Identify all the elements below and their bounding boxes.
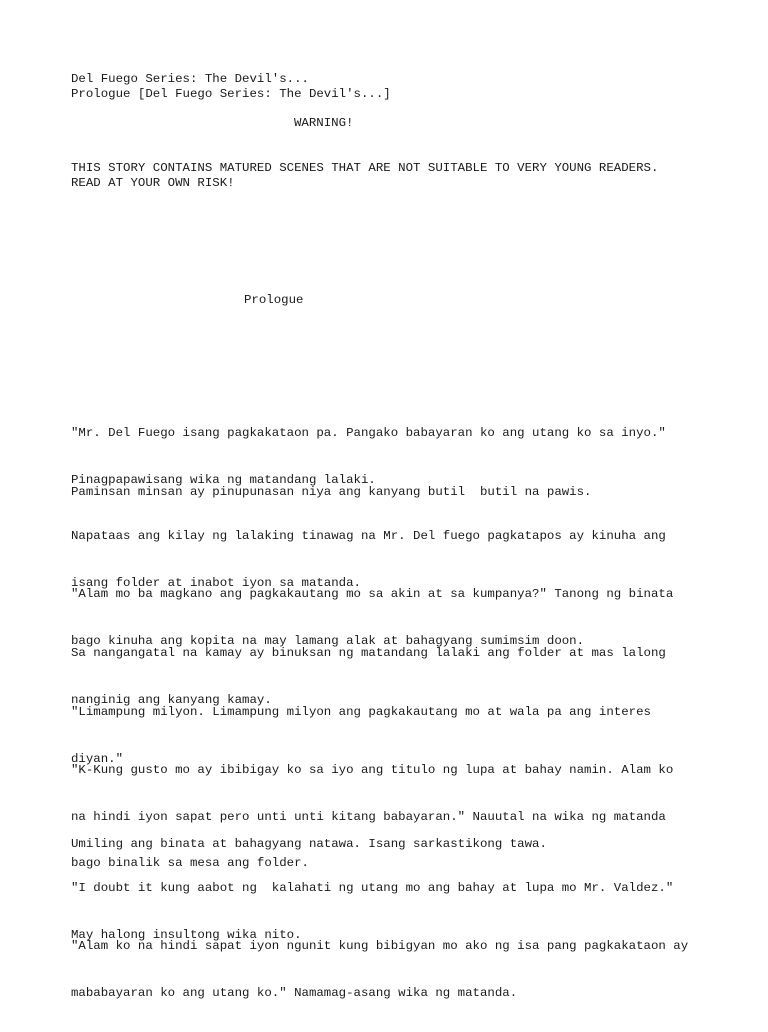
paragraph-line: "Limampung milyon. Limampung milyon ang pagkakautang mo at wala pa ang interes [71,705,651,719]
paragraph-line: Napataas ang kilay ng lalaking tinawag na Mr. Del fuego pagkatapos ay kinuha ang [71,529,666,543]
paragraph-line: mababayaran ko ang utang ko." Namamag-asang wika ng matanda. [71,985,518,1000]
paragraph-line: Sa nangangatal na kamay ay binuksan ng matandang lalaki ang folder at mas lalong [71,646,666,660]
warning-text-line: THIS STORY CONTAINS MATURED SCENES THAT ARE NOT SUITABLE TO VERY YOUNG READERS. [71,161,659,175]
paragraph-line: "Mr. Del Fuego isang pagkakataon pa. Pangako babayaran ko ang utang ko sa inyo." [71,426,666,440]
warning-heading: WARNING! [294,116,354,130]
paragraph-line: May halong insultong wika nito. [71,927,302,942]
paragraph-line: diyan." [71,751,124,766]
paragraph [71,908,711,1032]
chapter-title: Prologue [244,293,304,307]
paragraph-line: bago kinuha ang kopita na may lamang alak at bahagyang sumimsim doon. [71,633,585,648]
warning-text-line: READ AT YOUR OWN RISK! [71,176,235,190]
header-subtitle-line: Prologue [Del Fuego Series: The Devil's...] [71,87,391,101]
paragraph-line: "Alam mo ba magkano ang pagkakautang mo sa akin at sa kumpanya?" Tanong ng binata [71,587,674,601]
paragraph-line: Umiling ang binata at bahagyang natawa. Isang sarkastikong tawa. [71,837,547,851]
paragraph-line: isang folder at inabot iyon sa matanda. [71,575,361,590]
paragraph-line: "K-Kung gusto mo ay ibibigay ko sa iyo ang titulo ng lupa at bahay namin. Alam ko [71,763,674,777]
paragraph-line: bago binalik sa mesa ang folder. [71,856,309,870]
header-title-line: Del Fuego Series: The Devil's... [71,72,309,86]
paragraph-line: nanginig ang kanyang kamay. [71,692,272,707]
paragraph-line: "Alam ko na hindi sapat iyon ngunit kung bibigyan mo ako ng isa pang pagkakataon ay [71,939,689,953]
paragraph-line: Pinagpapawisang wika ng matandang lalaki. [71,472,376,487]
paragraph-line: na hindi iyon sapat pero unti unti kitang babayaran." Nauutal na wika ng matanda [71,809,666,824]
paragraph-line: Paminsan minsan ay pinupunasan niya ang kanyang butil butil na pawis. [71,485,592,499]
paragraph-line: "I doubt it kung aabot ng kalahati ng utang mo ang bahay at lupa mo Mr. Valdez." [71,881,674,895]
